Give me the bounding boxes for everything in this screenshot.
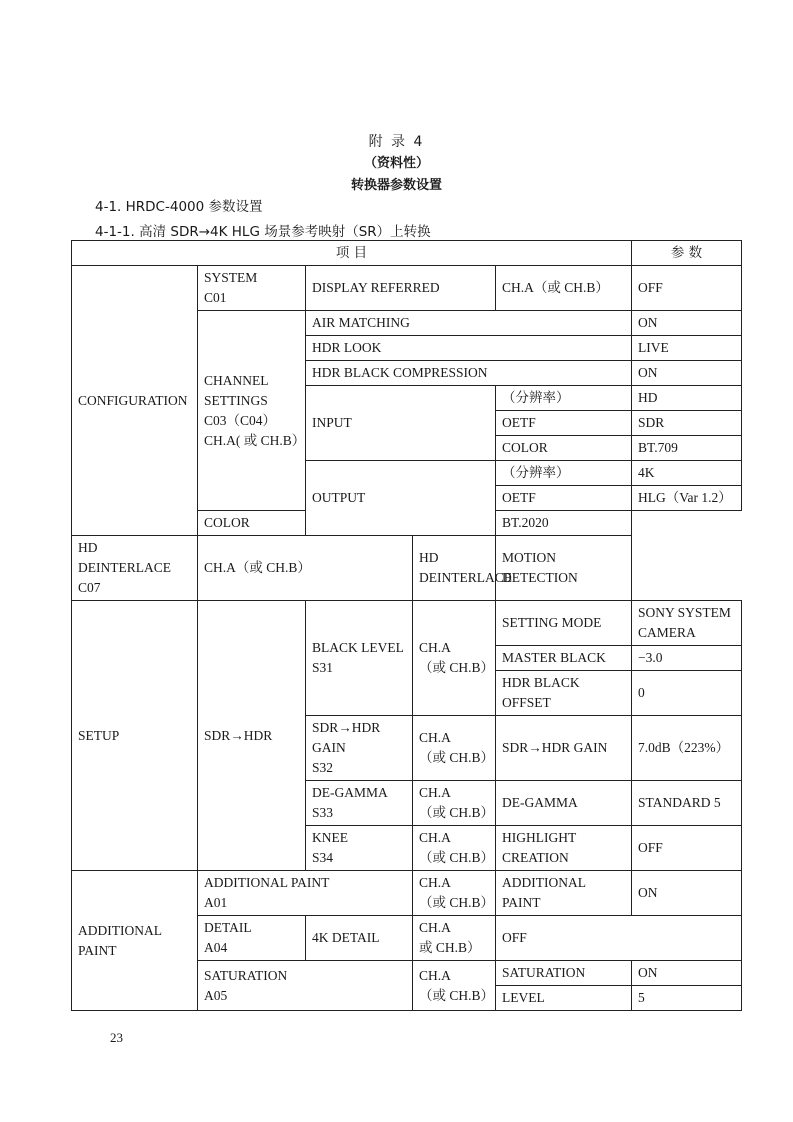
cell-black-level: BLACK LEVEL S31 — [306, 601, 413, 716]
cell-hdr-black-offset: HDR BLACK OFFSET — [496, 671, 632, 716]
cell-master-black: MASTER BLACK — [496, 646, 632, 671]
cell-level: LEVEL — [496, 986, 632, 1011]
section-heading-4-1: 4-1. HRDC-4000 参数设置 — [95, 199, 263, 215]
cell-oetf: OETF — [496, 486, 632, 511]
cell-channel: CH.A（或 CH.B） — [496, 266, 632, 311]
cell-channel: CH.A（或 CH.B） — [198, 536, 413, 601]
cell-channel-settings: CHANNEL SETTINGS C03（C04） CH.A( 或 CH.B） — [198, 311, 306, 511]
cell-sdr-hdr-gain-s32: SDR→HDR GAIN S32 — [306, 716, 413, 781]
cell-saturation: SATURATION — [496, 961, 632, 986]
cell-4k-detail: 4K DETAIL — [306, 916, 413, 961]
cell-value: HD — [632, 386, 742, 411]
header-param: 参 数 — [632, 241, 742, 266]
cell-system-c01: SYSTEM C01 — [198, 266, 306, 311]
cell-oetf: OETF — [496, 411, 632, 436]
cell-output: OUTPUT — [306, 461, 496, 536]
table-row — [72, 536, 742, 601]
cell-display-referred: DISPLAY REFERRED — [306, 266, 496, 311]
appendix-note: （资料性） — [363, 156, 429, 171]
cell-sdr-hdr: SDR→HDR — [198, 601, 306, 871]
cell-de-gamma-s33: DE-GAMMA S33 — [306, 781, 413, 826]
group-additional-paint: ADDITIONAL PAINT — [72, 871, 198, 1011]
cell-value: MOTION DETECTION — [496, 536, 632, 601]
cell-value: SONY SYSTEM CAMERA — [632, 601, 742, 646]
cell-value: HLG（Var 1.2） — [632, 486, 742, 511]
cell-hd-deinterlace-c07: HD DEINTERLACE C07 — [72, 536, 198, 601]
page-number: 23 — [110, 1030, 123, 1045]
cell-channel: CH.A （或 CH.B） — [413, 961, 496, 1011]
cell-saturation-a05: SATURATION A05 — [198, 961, 413, 1011]
table-row — [72, 601, 742, 646]
cell-channel: CH.A （或 CH.B） — [413, 781, 496, 826]
cell-value: SDR — [632, 411, 742, 436]
cell-de-gamma: DE-GAMMA — [496, 781, 632, 826]
cell-additional-paint-a01: ADDITIONAL PAINT A01 — [198, 871, 413, 916]
cell-hdr-black-compression: HDR BLACK COMPRESSION — [306, 361, 632, 386]
cell-value: 0 — [632, 671, 742, 716]
cell-value: ON — [632, 961, 742, 986]
cell-value: ON — [632, 361, 742, 386]
cell-value: OFF — [632, 826, 742, 871]
cell-resolution: （分辨率） — [496, 386, 632, 411]
group-configuration: CONFIGURATION — [72, 266, 198, 536]
cell-resolution: （分辨率） — [496, 461, 632, 486]
cell-setting-mode: SETTING MODE — [496, 601, 632, 646]
cell-detail-a04: DETAIL A04 — [198, 916, 306, 961]
table-row — [72, 871, 742, 916]
cell-color: COLOR — [496, 436, 632, 461]
cell-channel: CH.A （或 CH.B） — [413, 601, 496, 716]
cell-value: −3.0 — [632, 646, 742, 671]
section-heading-4-1-1: 4-1-1. 高清 SDR→4K HLG 场景参考映射（SR）上转换 — [95, 224, 431, 240]
header-item: 项 目 — [72, 241, 632, 266]
cell-channel: CH.A （或 CH.B） — [413, 871, 496, 916]
cell-additional-paint: ADDITIONAL PAINT — [496, 871, 632, 916]
cell-value: OFF — [632, 266, 742, 311]
appendix-title: 转换器参数设置 — [350, 178, 442, 193]
cell-channel: CH.A 或 CH.B） — [413, 916, 496, 961]
cell-value: 4K — [632, 461, 742, 486]
cell-value: STANDARD 5 — [632, 781, 742, 826]
cell-value: 7.0dB（223%） — [632, 716, 742, 781]
cell-color: COLOR — [198, 511, 306, 536]
group-setup: SETUP — [72, 601, 198, 871]
cell-knee-s34: KNEE S34 — [306, 826, 413, 871]
cell-hdr-look: HDR LOOK — [306, 336, 632, 361]
cell-value: ON — [632, 311, 742, 336]
cell-hd-deinterlace: HD DEINTERLACE — [413, 536, 496, 601]
cell-channel: CH.A （或 CH.B） — [413, 826, 496, 871]
cell-value: 5 — [632, 986, 742, 1011]
cell-value: ON — [632, 871, 742, 916]
cell-value: OFF — [496, 916, 742, 961]
cell-value: LIVE — [632, 336, 742, 361]
table-header-row — [72, 241, 742, 266]
cell-input: INPUT — [306, 386, 496, 461]
parameter-table — [71, 240, 742, 1011]
cell-highlight-creation: HIGHLIGHT CREATION — [496, 826, 632, 871]
appendix-heading: 附 录 4 — [368, 134, 425, 150]
cell-value: BT.2020 — [496, 511, 632, 536]
cell-value: BT.709 — [632, 436, 742, 461]
cell-channel: CH.A （或 CH.B） — [413, 716, 496, 781]
cell-air-matching: AIR MATCHING — [306, 311, 632, 336]
table-row — [72, 266, 742, 311]
cell-sdr-hdr-gain: SDR→HDR GAIN — [496, 716, 632, 781]
